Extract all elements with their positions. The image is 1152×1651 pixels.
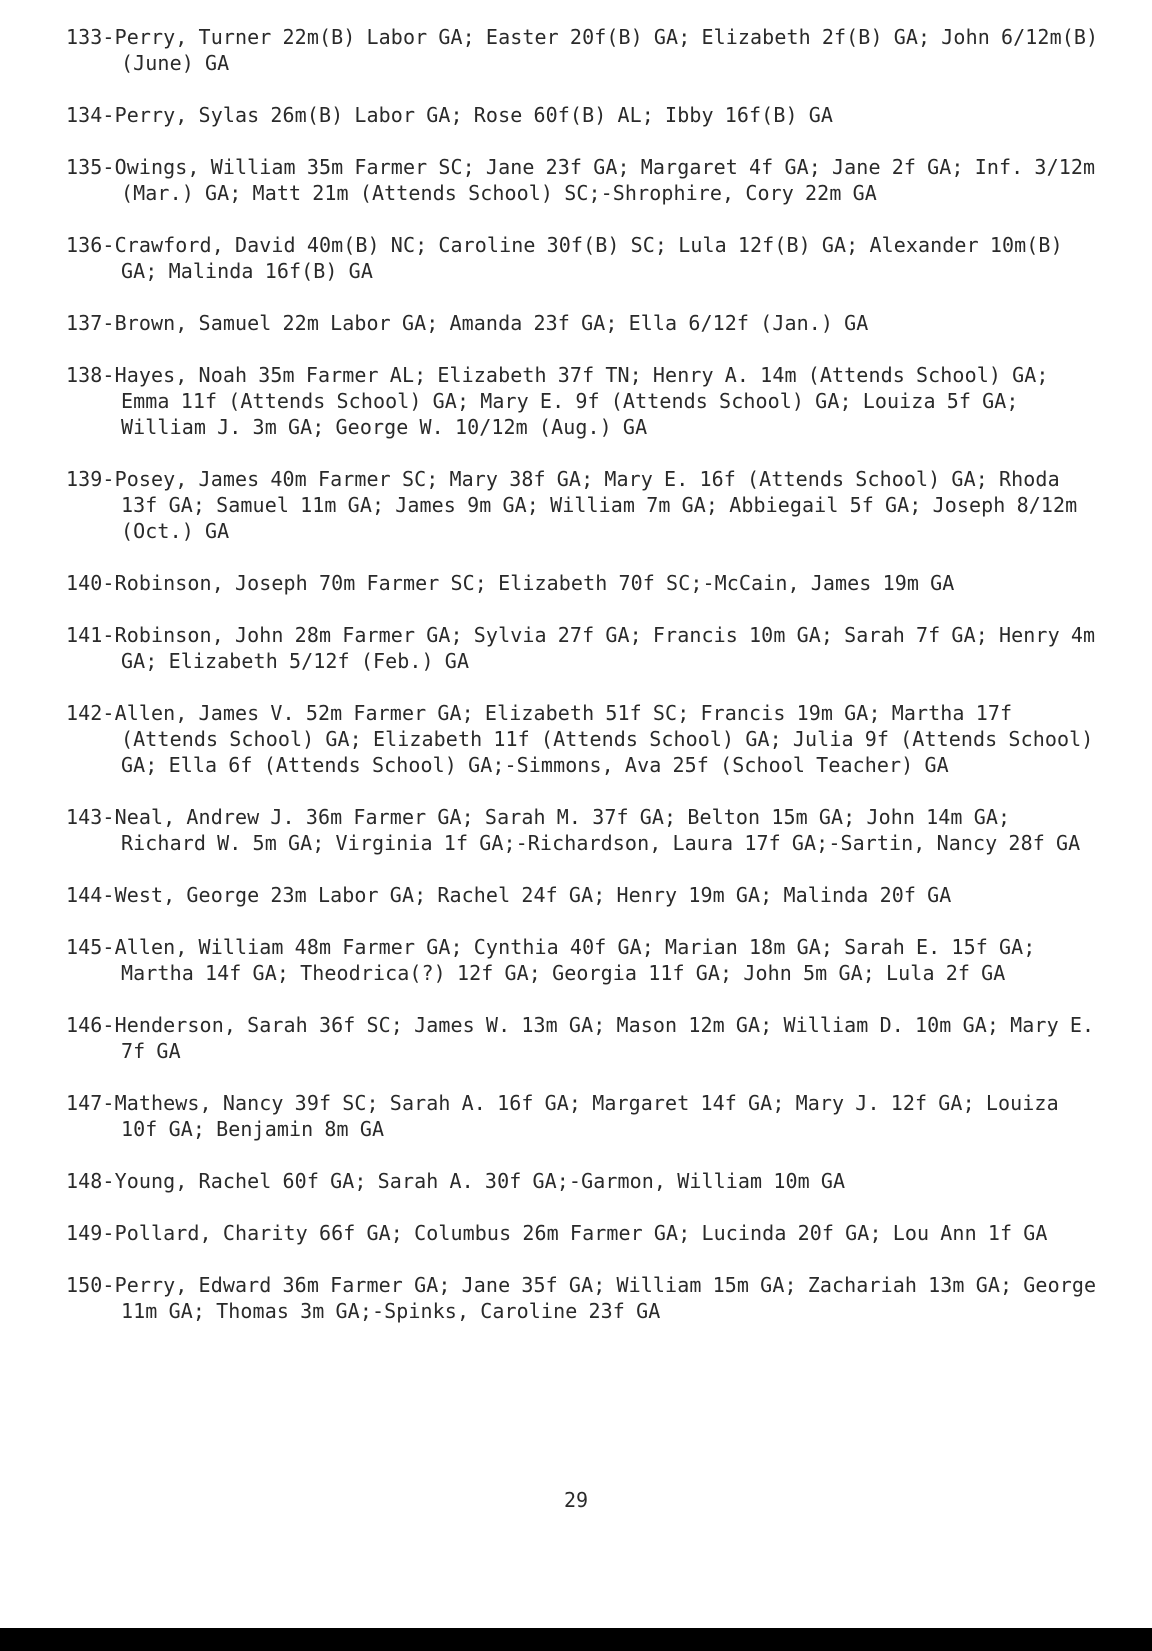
census-entry: 147-Mathews, Nancy 39f SC; Sarah A. 16f GA; Margaret 14f GA; Mary J. 12f GA; Louiza 10f GA; Benjamin 8m GA (66, 1091, 1059, 1141)
census-entry: 150-Perry, Edward 36m Farmer GA; Jane 35f GA; William 15m GA; Zachariah 13m GA; George 11m GA; Thomas 3m GA;-Spinks, Caroline 23f GA (66, 1273, 1097, 1323)
scan-bottom-border (0, 1628, 1152, 1651)
census-entry: 146-Henderson, Sarah 36f SC; James W. 13m GA; Mason 12m GA; William D. 10m GA; Mary E. 7f GA (66, 1013, 1095, 1063)
census-entry: 133-Perry, Turner 22m(B) Labor GA; Easter 20f(B) GA; Elizabeth 2f(B) GA; John 6/12m(B) (June) GA (66, 25, 1099, 75)
census-entry: 136-Crawford, David 40m(B) NC; Caroline 30f(B) SC; Lula 12f(B) GA; Alexander 10m(B) GA; Malinda 16f(B) GA (66, 233, 1063, 283)
census-entry: 135-Owings, William 35m Farmer SC; Jane 23f GA; Margaret 4f GA; Jane 2f GA; Inf. 3/12m (Mar.) GA; Matt 21m (Attends School) SC;-Shrophire, Cory 22m GA (66, 155, 1096, 205)
census-entry: 139-Posey, James 40m Farmer SC; Mary 38f GA; Mary E. 16f (Attends School) GA; Rhoda 13f GA; Samuel 11m GA; James 9m GA; William 7m GA; Abbiegail 5f GA; Joseph 8/12m (Oct.) GA (66, 467, 1078, 543)
census-entry: 149-Pollard, Charity 66f GA; Columbus 26m Farmer GA; Lucinda 20f GA; Lou Ann 1f GA (66, 1221, 1048, 1245)
census-entry: 138-Hayes, Noah 35m Farmer AL; Elizabeth 37f TN; Henry A. 14m (Attends School) GA; Emma 11f (Attends School) GA; Mary E. 9f (Attends School) GA; Louiza 5f GA; William J. 3m GA; George W. 10/12m (Aug.) GA (66, 363, 1049, 439)
census-entry: 143-Neal, Andrew J. 36m Farmer GA; Sarah M. 37f GA; Belton 15m GA; John 14m GA; Richard W. 5m GA; Virginia 1f GA;-Richardson, Laura 17f GA;-Sartin, Nancy 28f GA (66, 805, 1081, 855)
census-entry: 137-Brown, Samuel 22m Labor GA; Amanda 23f GA; Ella 6/12f (Jan.) GA (66, 311, 869, 335)
census-entry: 145-Allen, William 48m Farmer GA; Cynthia 40f GA; Marian 18m GA; Sarah E. 15f GA; Martha 14f GA; Theodrica(?) 12f GA; Georgia 11f GA; John 5m GA; Lula 2f GA (66, 935, 1036, 985)
census-entry: 140-Robinson, Joseph 70m Farmer SC; Elizabeth 70f SC;-McCain, James 19m GA (66, 571, 955, 595)
census-entry: 144-West, George 23m Labor GA; Rachel 24f GA; Henry 19m GA; Malinda 20f GA (66, 883, 952, 907)
census-entry: 148-Young, Rachel 60f GA; Sarah A. 30f GA;-Garmon, William 10m GA (66, 1169, 846, 1193)
census-entry: 141-Robinson, John 28m Farmer GA; Sylvia 27f GA; Francis 10m GA; Sarah 7f GA; Henry 4m GA; Elizabeth 5/12f (Feb.) GA (66, 623, 1096, 673)
page-number: 29 (563, 1488, 589, 1512)
census-entry: 142-Allen, James V. 52m Farmer GA; Elizabeth 51f SC; Francis 19m GA; Martha 17f (Attends School) GA; Elizabeth 11f (Attends School) GA; Julia 9f (Attends School) GA; Ella 6f (Attends School) GA;-Simmons, Ava 25f (School Teacher) GA (66, 701, 1094, 777)
census-entries (66, 24, 1106, 1350)
census-entry: 134-Perry, Sylas 26m(B) Labor GA; Rose 60f(B) AL; Ibby 16f(B) GA (66, 103, 834, 127)
